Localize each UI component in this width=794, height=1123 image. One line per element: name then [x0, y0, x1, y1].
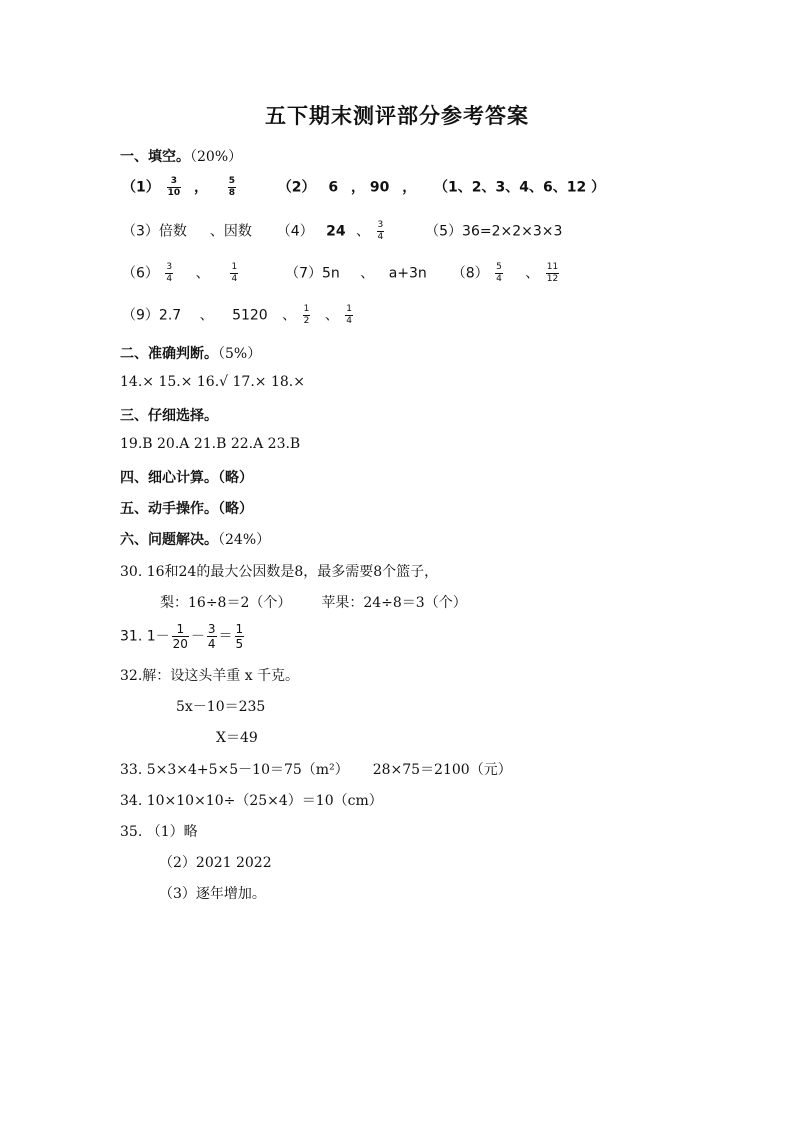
- question-30-line-2: [160, 592, 467, 612]
- fraction-3-10: $\frac{3}{10}$: [167, 176, 181, 198]
- section-1-percent: （20%）: [190, 149, 243, 165]
- question-30-line-1: 30. 16和24的最大公因数是8，最多需要8个篮子，: [120, 564, 439, 580]
- item-4-label: （4）: [276, 223, 314, 240]
- section-3-heading: 三、仔细选择。: [120, 408, 218, 424]
- fraction-1-20: $\frac{1}{20}$: [172, 622, 188, 651]
- fraction-1-5: $\frac{1}{5}$: [235, 622, 244, 651]
- item-2-label: （2）: [277, 179, 316, 196]
- answer-90: 90: [369, 179, 390, 196]
- fraction-3-4: $\frac{3}{4}$: [377, 220, 384, 242]
- apple-calc: 苹果：24÷8＝3（个）: [321, 595, 467, 611]
- question-33: 33. 5×3×4+5×5－10＝75（m²） 28×75＝2100（元）: [120, 762, 512, 778]
- question-32-solution: X＝49: [216, 730, 258, 746]
- fill-row-3: （6） $\frac{3}{4}$ 、 $\frac{1}{4}$ （7）5n 、 a+3n （8） $\frac{5}{4}$ 、 $\frac{11}{12}$: [122, 262, 559, 284]
- question-35-line-3: （3）逐年增加。: [159, 886, 266, 902]
- question-32-equation: 5x－10＝235: [176, 699, 266, 715]
- fraction-5-8: $\frac{5}{8}$: [228, 176, 236, 198]
- fill-row-4: （9）2.7 、 5120 、 $\frac{1}{2}$ 、 $\frac{1}{4}$: [122, 304, 352, 326]
- item-9-answer: （9）2.7: [122, 307, 182, 324]
- pear-calc: 梨：16÷8＝2（个）: [160, 595, 292, 611]
- item-1-label: （1）: [122, 179, 160, 196]
- item-8-label: （8）: [451, 265, 489, 282]
- question-31: 31. 1－ $\frac{1}{20}$ － $\frac{3}{4}$ ＝ $\frac{1}{5}$: [120, 622, 244, 651]
- choice-answers: 19.B 20.A 21.B 22.A 23.B: [120, 436, 301, 452]
- fraction-5-4: $\frac{5}{4}$: [496, 262, 502, 284]
- fraction-1-4: $\frac{1}{4}$: [346, 304, 352, 326]
- page-title: 五下期末测评部分参考答案: [265, 103, 529, 128]
- item-3-answer: （3）倍数: [122, 223, 187, 240]
- item-6-label: （6）: [122, 265, 159, 282]
- separator: ，: [194, 179, 209, 196]
- answer-factors: （1、2、3、4、6、12 ）: [434, 179, 606, 196]
- section-6-heading: 六、问题解决。（24%）: [120, 532, 271, 548]
- fraction-11-12: $\frac{11}{12}$: [546, 262, 559, 284]
- question-34: 34. 10×10×10÷（25×4）＝10（cm）: [120, 793, 383, 809]
- section-4-heading: 四、细心计算。（略）: [120, 470, 253, 486]
- judgement-answers: 14.× 15.× 16.√ 17.× 18.×: [120, 374, 305, 390]
- fraction-3-4: $\frac{3}{4}$: [166, 262, 173, 284]
- question-35-line-1: 35. （1）略: [120, 824, 198, 840]
- fraction-1-4: $\frac{1}{4}$: [231, 262, 238, 284]
- section-5-heading: 五、动手操作。（略）: [120, 501, 253, 517]
- fill-row-2: （3）倍数 、因数 （4） 24 、 $\frac{3}{4}$ （5）36=2×2×3×3: [122, 220, 563, 242]
- section-1-heading: [120, 146, 242, 166]
- fill-row-1: （1） $\frac{3}{10}$ ， $\frac{5}{8}$ （2） 6 ， 90 ， （1、2、3、4、6、12 ）: [122, 176, 606, 198]
- item-7-answer: （7）5n: [285, 265, 340, 282]
- fraction-1-2: $\frac{1}{2}$: [303, 304, 310, 326]
- section-1-label: 一、填空。: [120, 149, 190, 165]
- fraction-3-4: $\frac{3}{4}$: [207, 622, 216, 651]
- question-35-line-2: （2）2021 2022: [159, 855, 272, 871]
- section-2-heading: 二、准确判断。（5%）: [120, 346, 262, 362]
- item-5-answer: （5）36=2×2×3×3: [425, 223, 563, 240]
- answer-6: 6: [328, 179, 339, 196]
- question-32-line-1: 32.解：设这头羊重 x 千克。: [120, 668, 300, 684]
